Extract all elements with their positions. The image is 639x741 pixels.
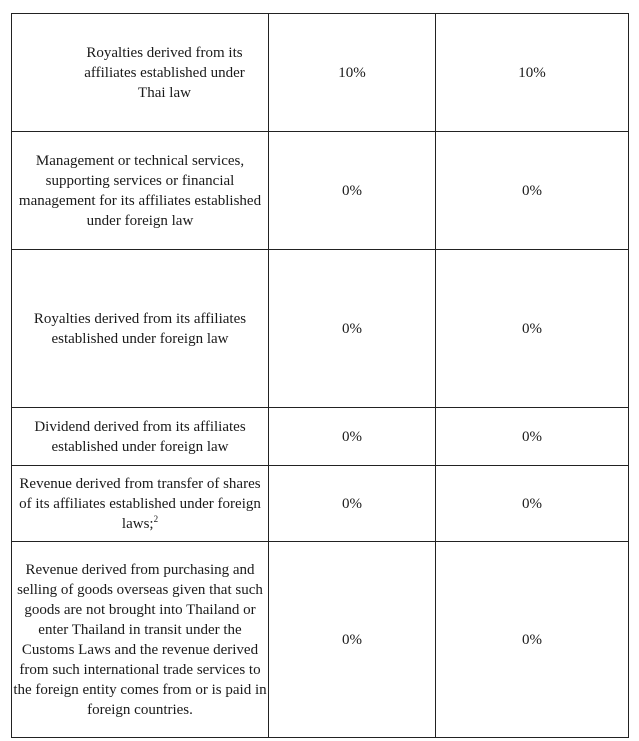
row-description — [12, 542, 269, 738]
row-description — [12, 250, 269, 408]
row-description — [12, 132, 269, 250]
description-text: Management or technical services, supporting services or financial management for its affiliates established under foreign law — [18, 152, 262, 229]
rate-cell: 0% — [269, 132, 436, 250]
description-text: Revenue derived from transfer of shares of its affiliates established under foreign laws; — [19, 475, 261, 532]
rate-cell: 10% — [436, 14, 629, 132]
table-row — [12, 542, 629, 738]
rate-cell: 0% — [436, 466, 629, 542]
description-text: Royalties derived from its affiliates established under Thai law — [84, 44, 245, 101]
rate-cell: 0% — [436, 408, 629, 466]
table-row — [12, 14, 629, 132]
rate-cell: 10% — [269, 14, 436, 132]
rate-cell: 0% — [269, 250, 436, 408]
table-row — [12, 132, 629, 250]
rate-cell: 0% — [436, 542, 629, 738]
rate-cell: 0% — [436, 250, 629, 408]
rate-cell: 0% — [269, 408, 436, 466]
description-text: Royalties derived from its affiliates established under foreign law — [33, 310, 247, 347]
table-row — [12, 250, 629, 408]
rate-cell: 0% — [436, 132, 629, 250]
row-description — [12, 466, 269, 542]
rate-cell: 0% — [269, 466, 436, 542]
description-text: Dividend derived from its affiliates established under foreign law — [34, 418, 246, 455]
table-row — [12, 408, 629, 466]
description-text: Revenue derived from purchasing and selling of goods overseas given that such goods are not brought into Thailand or enter Thailand in transit under the Customs Laws and the revenue derived from such international trade services to the foreign entity comes from or is paid in foreign countries. — [13, 561, 267, 718]
row-description — [12, 408, 269, 466]
table-row — [12, 466, 629, 542]
tax-rate-table — [11, 13, 629, 738]
footnote-marker: 2 — [153, 513, 159, 524]
row-description — [12, 14, 269, 132]
rate-cell: 0% — [269, 542, 436, 738]
